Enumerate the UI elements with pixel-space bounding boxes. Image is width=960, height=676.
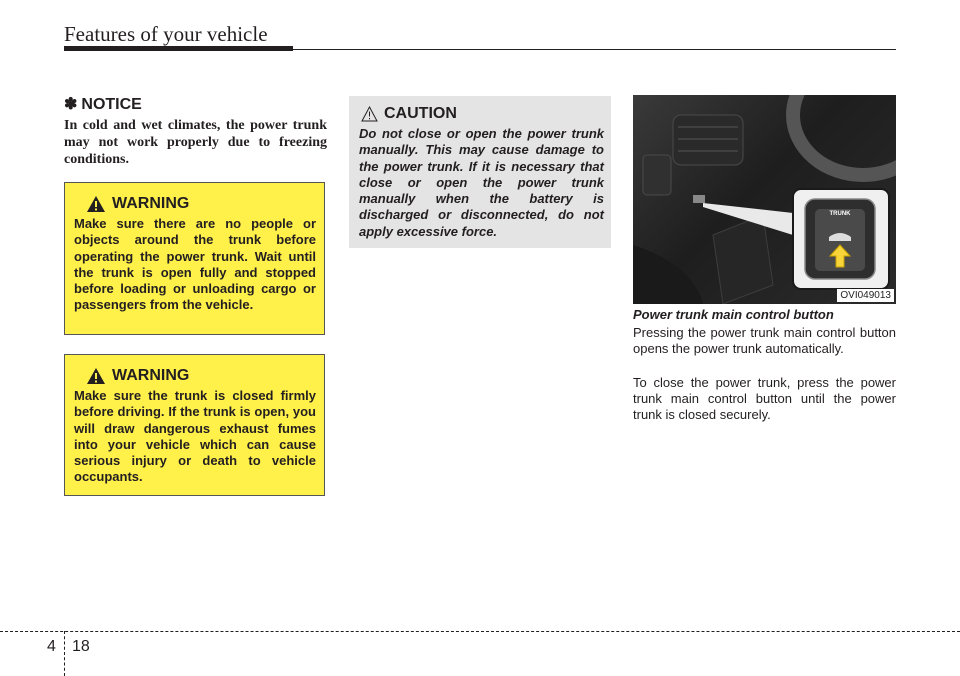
figure-code: OVI049013 (837, 289, 894, 302)
caution-box (349, 96, 611, 248)
trunk-button-photo (633, 95, 896, 304)
warning-triangle-icon (86, 367, 106, 385)
notice-block (64, 94, 327, 168)
warning-box-1 (64, 182, 325, 335)
page-number: 18 (72, 638, 90, 655)
header-rule-thin (293, 49, 896, 50)
body-paragraph-2: To close the power trunk, press the power trunk main control button until the power trunk is closed securely. (633, 375, 896, 422)
notice-symbol: ✽ (64, 96, 78, 113)
dashboard-illustration (633, 95, 896, 304)
notice-title: NOTICE (81, 96, 142, 113)
footer-divider (64, 631, 65, 676)
warning-title: WARNING (112, 195, 190, 212)
notice-heading (64, 94, 327, 114)
caution-text: Do not close or open the power trunk manually. This may cause damage to the power trunk. If it is necessary that close or open the power trunk manually when the battery is discharged or disconnected, do not apply excessive force. (359, 126, 604, 239)
warning-box-2 (64, 354, 325, 496)
warning-text: Make sure there are no people or objects around the trunk before operating the power trunk. Wait until the trunk is open fully and stopped before loading or unloading cargo or passengers from the vehicle. (74, 216, 316, 313)
caution-triangle-icon (361, 106, 378, 122)
trunk-label: TRUNK (829, 211, 851, 217)
warning-text: Make sure the trunk is closed firmly before driving. If the trunk is open, you will draw dangerous exhaust fumes into your vehicle which can cause serious injury or death to vehicle occupants. (74, 388, 316, 485)
warning-triangle-icon (86, 195, 106, 213)
warning-title: WARNING (112, 367, 190, 384)
body-paragraph-1: Pressing the power trunk main control button opens the power trunk automatically. (633, 325, 896, 356)
caution-title: CAUTION (384, 105, 457, 122)
section-number: 4 (47, 638, 56, 655)
header-title: Features of your vehicle (64, 22, 268, 46)
footer-rule (0, 631, 960, 632)
notice-text: In cold and wet climates, the power trunk may not work properly due to freezing conditions. (64, 118, 327, 167)
figure-caption: Power trunk main control button (633, 307, 834, 322)
header-rule (64, 46, 293, 51)
